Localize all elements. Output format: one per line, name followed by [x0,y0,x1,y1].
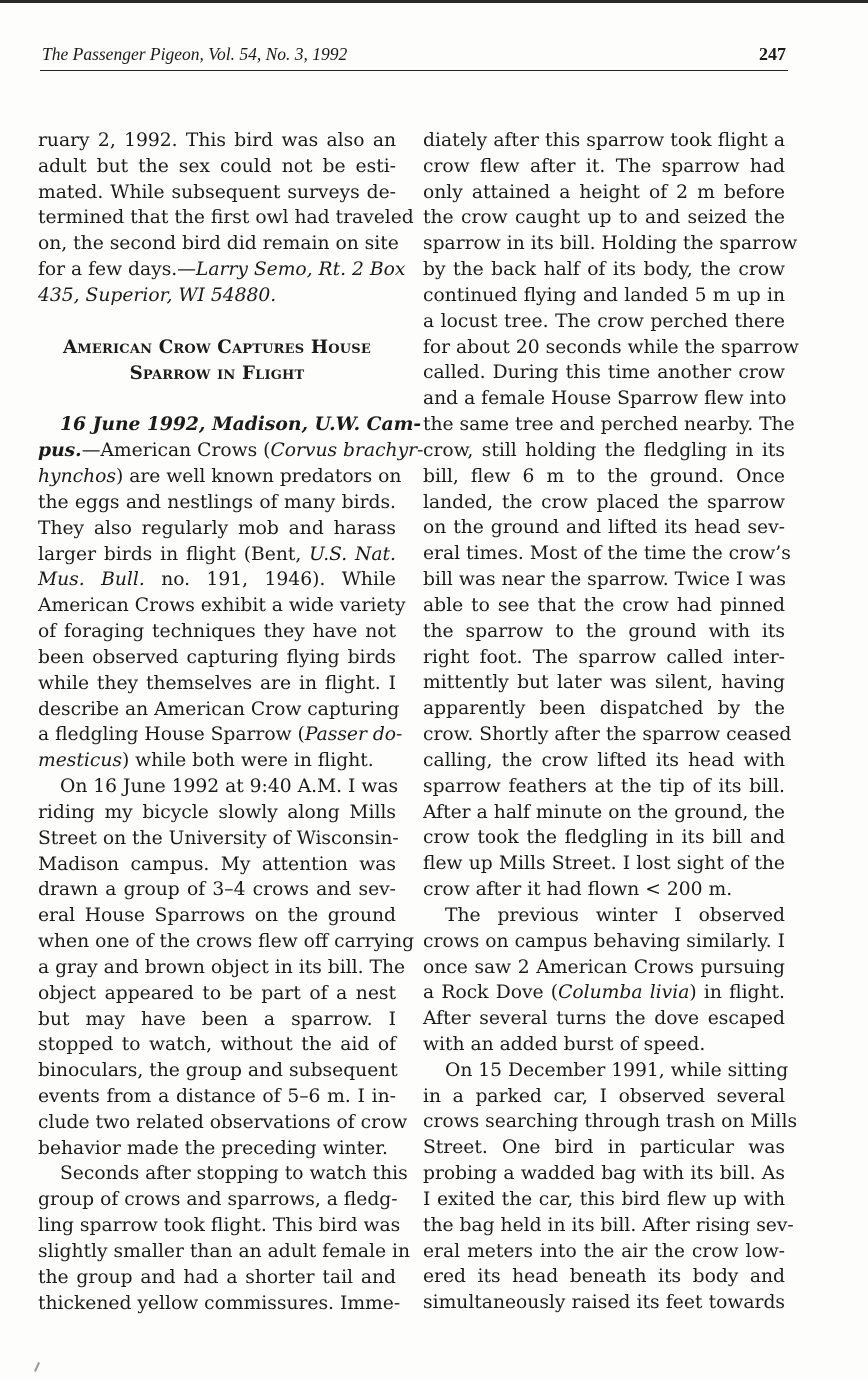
text-line: continued flying and landed 5 m up in [423,284,785,306]
text-line: On 15 December 1991, while sitting [445,1059,789,1081]
text-line: crows on campus behaving similarly. I [423,930,785,952]
text-line: crow, still holding the fledgling in its [423,439,785,461]
text-line: behavior made the preceding winter. [38,1137,388,1159]
text-line: clude two related observations of crow [38,1111,408,1133]
dateline-location-end: pus. [38,439,82,462]
journal-running-title: The Passenger Pigeon, Vol. 54, No. 3, 1992 [42,44,348,64]
text-line: Street on the University of Wisconsin- [38,827,399,849]
text-line: probing a wadded bag with its bill. As [423,1163,785,1185]
text-segment: a Rock Dove ( [423,982,559,1004]
text-line: describe an American Crow capturing [38,698,400,720]
text-line: a locust tree. The crow perched there [423,310,785,332]
text-line: and a female House Sparrow flew into [423,388,787,410]
text-line: termined that the first owl had traveled [38,207,414,229]
text-line: sparrow in its bill. Holding the sparrow [423,233,798,255]
text-line: drawn a group of 3–4 crows and sev- [38,879,396,901]
text-line: the group and had a shorter tail and [38,1266,396,1288]
text-line: crows searching through trash on Mills [423,1111,798,1133]
text-line: the bag held in its bill. After rising sev- [423,1214,794,1236]
text-line: On 16 June 1992 at 9:40 A.M. I was [60,776,399,798]
running-header [40,42,788,71]
text-line: After a half minute on the ground, the [423,801,785,823]
text-segment: ) while both were in flight. [121,750,374,772]
text-line [38,722,403,748]
text-line: bill, flew 6 m to the ground. Once [423,465,785,487]
citation-title: U.S. Nat. [309,543,396,565]
dateline [38,412,422,438]
author-address: 435, Superior, WI 54880. [38,284,277,306]
text-segment: larger birds in flight (Bent, [38,543,310,565]
species-name: Columba livia [558,982,690,1004]
text-segment: ) in flight. [689,982,785,1004]
text-line [38,567,396,593]
left-column [38,128,424,1316]
text-line: eral times. Most of the time the crow’s [423,543,791,565]
text-line: thickened yellow commissures. Imme- [38,1292,401,1314]
text-line: a gray and brown object in its bill. The [38,956,406,978]
text-line: They also regularly mob and harass [38,517,396,539]
text-line: on the ground and lifted its head sev- [423,517,785,539]
text-line: crow after it had flown < 200 m. [423,879,733,901]
signoff-text: for a few days.— [38,259,196,281]
text-line: only attained a height of 2 m before [423,181,785,203]
text-line: mittently but later was silent, having [423,672,785,694]
text-segment: ) are well known predators on [115,466,402,488]
text-line: apparently been dispatched by the [423,698,785,720]
text-line: slightly smaller than an adult female in [38,1240,411,1262]
signoff-line [38,257,406,283]
text-line: simultaneously raised its feet towards [423,1292,785,1314]
text-line: by the back half of its body, the crow [423,259,785,281]
text-line: of foraging techniques they have not [38,621,396,643]
text-line [38,542,396,568]
section-title-line1: American Crow Captures House [63,336,371,358]
text-line: Seconds after stopping to watch this [60,1163,408,1185]
text-line: flew up Mills Street. I lost sight of the [423,853,785,875]
text-line: eral House Sparrows on the ground [38,905,396,927]
text-line: eral meters into the air the crow low- [423,1240,785,1262]
text-line: when one of the crows flew off carrying [38,931,415,953]
author-name: Larry Semo, Rt. 2 Box [195,259,406,281]
text-line: ered its head beneath its body and [423,1266,785,1288]
dateline-location: 16 June 1992, Madison, U.W. Cam- [60,413,422,436]
text-line: with an added burst of speed. [423,1033,706,1055]
species-name: Passer do- [304,724,403,746]
species-name: Corvus brachyr- [270,440,424,462]
spacer [38,309,396,335]
text-line: crow took the fledgling in its bill and [423,827,785,849]
text-line: The previous winter I observed [445,904,785,926]
text-line: Madison campus. My attention was [38,853,396,875]
text-line: been observed capturing flying birds [38,646,396,668]
text-line: diately after this sparrow took flight a [423,130,785,151]
text-line: landed, the crow placed the sparrow [423,491,785,513]
text-line: the same tree and perched nearby. The [423,414,795,436]
top-border-rule [0,0,868,3]
text-line: After several turns the dove escaped [423,1008,785,1030]
text-line: binoculars, the group and subsequent [38,1060,398,1082]
text-line: right foot. The sparrow called inter- [423,646,785,668]
text-line: while they themselves are in flight. I [38,672,396,694]
text-line [423,980,785,1006]
text-line: group of crows and sparrows, a fledg- [38,1189,398,1211]
text-line: I exited the car, this bird flew up with [423,1188,785,1210]
text-line: crow. Shortly after the sparrow ceased [423,724,792,746]
text-line: stopped to watch, without the aid of [38,1034,396,1056]
text-line: in a parked car, I observed several [423,1085,785,1107]
text-line: sparrow feathers at the tip of its bill. [423,775,785,797]
text-line: Street. One bird in particular was [423,1137,785,1159]
text-line: American Crows exhibit a wide variety [38,595,406,617]
text-line: able to see that the crow had pinned [423,594,785,616]
text-line: for about 20 seconds while the sparrow [423,336,799,358]
text-segment: —American Crows ( [81,440,271,462]
page-number: 247 [759,44,786,64]
text-line: events from a distance of 5–6 m. I in- [38,1085,396,1107]
text-line [38,464,402,490]
text-line: adult but the sex could not be esti- [38,155,396,177]
text-line: ruary 2, 1992. This bird was also an [38,130,396,151]
text-line: on, the second bird did remain on site [38,233,399,255]
text-line: calling, the crow lifted its head with [423,749,785,771]
text-segment: no. 191, 1946). While [144,569,396,591]
species-name: mesticus [38,750,122,772]
text-line: called. During this time another crow [423,362,785,384]
text-line: the eggs and nestlings of many birds. [38,491,396,513]
text-line: bill was near the sparrow. Twice I was [423,569,786,591]
text-line: riding my bicycle slowly along Mills [38,801,396,823]
text-line [38,748,396,774]
species-name: hynchos [38,466,116,488]
text-line: mated. While subsequent surveys de- [38,181,396,203]
text-line: the sparrow to the ground with its [423,620,785,642]
text-line: but may have been a sparrow. I [38,1008,396,1030]
text-line [38,438,424,464]
scan-artifact [34,1362,40,1372]
text-line: crow flew after it. The sparrow had [423,155,785,177]
text-segment: a fledgling House Sparrow ( [38,724,305,746]
text-line: once saw 2 American Crows pursuing [423,956,785,978]
right-column [423,128,799,1316]
text-line: the crow caught up to and seized the [423,207,785,229]
section-title-line2: Sparrow in Flight [129,362,305,384]
spacer [38,386,396,412]
citation-title: Mus. Bull. [38,569,145,591]
text-line: object appeared to be part of a nest [38,982,396,1004]
text-line: ling sparrow took flight. This bird was [38,1215,401,1237]
